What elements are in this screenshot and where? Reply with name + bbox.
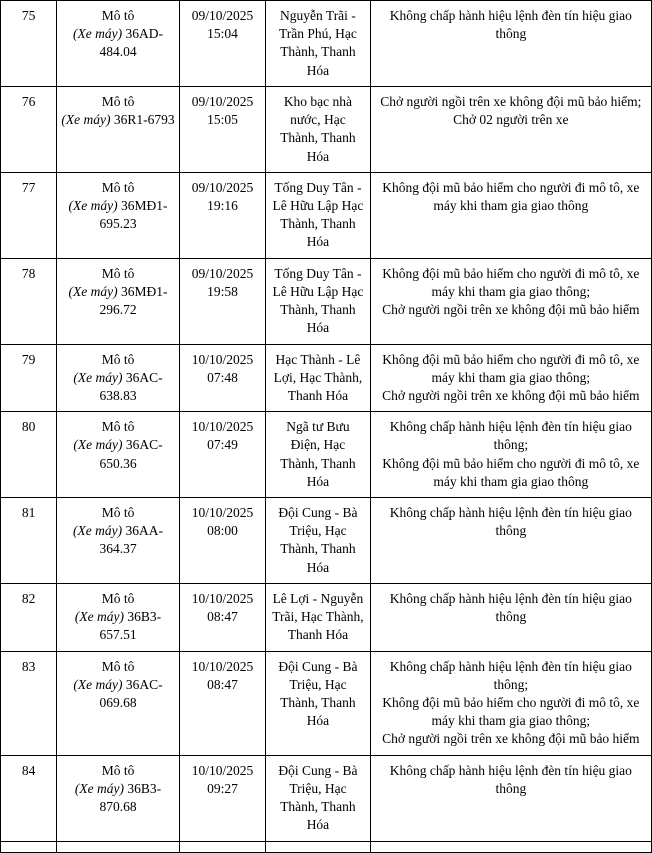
violation-clock: 09:27 [207, 780, 238, 796]
vehicle-type: Mô tô [101, 351, 135, 367]
behavior-line: Không chấp hành hiệu lệnh đèn tín hiệu giao thông; [389, 419, 632, 453]
plate-number: 36AD-484.04 [99, 26, 164, 60]
vehicle-type: Mô tô [101, 8, 135, 23]
cell-index: 79 [1, 344, 57, 412]
cell-vehicle [57, 755, 180, 841]
table-row [1, 258, 652, 344]
violation-clock: 08:00 [207, 523, 238, 539]
vehicle-plate [61, 676, 175, 712]
cell-place: Nguyễn Trãi - Trần Phú, Hạc Thành, Thanh Hóa [266, 1, 370, 87]
violation-date: 09/10/2025 [191, 93, 254, 109]
cell-partial [179, 841, 265, 852]
violation-clock: 07:48 [207, 369, 238, 385]
violation-date: 10/10/2025 [191, 351, 254, 367]
plate-number: 36MĐ1-695.23 [99, 197, 168, 232]
vehicle-plate [61, 369, 175, 405]
cell-time [179, 651, 265, 755]
table-row [1, 651, 652, 755]
cell-behavior [370, 651, 651, 755]
table-row-partial [1, 841, 652, 852]
cell-time [179, 412, 265, 498]
cell-place: Kho bạc nhà nước, Hạc Thành, Thanh Hóa [266, 86, 370, 172]
vehicle-note: (Xe máy) [73, 437, 123, 453]
behavior-line: Chở 02 người trên xe [453, 112, 569, 128]
table-row [1, 86, 652, 172]
cell-place: Ngã tư Bưu Điện, Hạc Thành, Thanh Hóa [266, 412, 370, 498]
behavior-line: Không đội mũ bảo hiểm cho người đi mô tô, xe máy khi tham gia giao thông [382, 455, 640, 489]
cell-time [179, 172, 265, 258]
cell-time [179, 344, 265, 412]
cell-time [179, 86, 265, 172]
table-row [1, 498, 652, 584]
vehicle-type: Mô tô [101, 93, 135, 109]
vehicle-type: Mô tô [101, 179, 135, 195]
behavior-line: Chở người ngồi trên xe không đội mũ bảo hiểm [382, 387, 640, 403]
vehicle-type: Mô tô [101, 590, 135, 606]
violation-clock: 08:47 [207, 676, 238, 692]
plate-number: 36AC-638.83 [99, 369, 163, 403]
vehicle-plate [61, 197, 175, 233]
table-row [1, 583, 652, 651]
violation-date: 09/10/2025 [191, 8, 254, 23]
behavior-line: Không đội mũ bảo hiểm cho người đi mô tô, xe máy khi tham gia giao thông; [382, 265, 640, 299]
vehicle-plate [61, 25, 175, 61]
behavior-line: Không chấp hành hiệu lệnh đèn tín hiệu giao thông; [389, 658, 632, 692]
vehicle-type: Mô tô [101, 505, 135, 521]
cell-partial [57, 841, 180, 852]
violation-date: 10/10/2025 [191, 505, 254, 521]
violation-date: 09/10/2025 [191, 265, 254, 281]
behavior-line: Chở người ngồi trên xe không đội mũ bảo hiểm [382, 731, 640, 747]
plate-number: 36MĐ1-296.72 [99, 283, 168, 318]
cell-vehicle [57, 498, 180, 584]
violation-date: 10/10/2025 [191, 658, 254, 674]
cell-behavior [370, 498, 651, 584]
vehicle-plate [61, 608, 175, 644]
table-row [1, 344, 652, 412]
plate-number: 36AA-364.37 [99, 523, 164, 557]
vehicle-type: Mô tô [101, 265, 135, 281]
vehicle-note: (Xe máy) [74, 780, 125, 796]
cell-time [179, 258, 265, 344]
behavior-line: Không chấp hành hiệu lệnh đèn tín hiệu giao thông [389, 762, 632, 796]
cell-place: Tống Duy Tân - Lê Hữu Lập Hạc Thành, Thanh Hóa [266, 258, 370, 344]
violation-date: 10/10/2025 [191, 419, 254, 435]
violation-clock: 07:49 [207, 437, 238, 453]
cell-behavior [370, 344, 651, 412]
behavior-line: Không chấp hành hiệu lệnh đèn tín hiệu giao thông [389, 8, 632, 42]
cell-index: 75 [1, 1, 57, 87]
cell-index: 80 [1, 412, 57, 498]
cell-place: Lê Lợi - Nguyễn Trãi, Hạc Thành, Thanh Hóa [266, 583, 370, 651]
cell-behavior [370, 1, 651, 87]
cell-index: 77 [1, 172, 57, 258]
behavior-line: Không chấp hành hiệu lệnh đèn tín hiệu giao thông [389, 505, 632, 539]
vehicle-note: (Xe máy) [73, 523, 123, 539]
cell-place: Đội Cung - Bà Triệu, Hạc Thành, Thanh Hóa [266, 498, 370, 584]
cell-index: 82 [1, 583, 57, 651]
plate-number: 36AC-069.68 [99, 676, 163, 710]
vehicle-note: (Xe máy) [73, 369, 123, 385]
violation-clock: 15:04 [207, 26, 238, 42]
cell-behavior [370, 755, 651, 841]
cell-vehicle [57, 1, 180, 87]
vehicle-plate [61, 522, 175, 558]
violation-table-body [1, 1, 652, 853]
vehicle-note: (Xe máy) [73, 676, 123, 692]
cell-place: Đội Cung - Bà Triệu, Hạc Thành, Thanh Hóa [266, 651, 370, 755]
behavior-line: Không đội mũ bảo hiểm cho người đi mô tô, xe máy khi tham gia giao thông; [382, 351, 640, 385]
cell-time [179, 498, 265, 584]
plate-number: 36B3-657.51 [99, 609, 162, 643]
cell-vehicle [57, 651, 180, 755]
cell-vehicle [57, 412, 180, 498]
cell-place: Hạc Thành - Lê Lợi, Hạc Thành, Thanh Hóa [266, 344, 370, 412]
table-row [1, 755, 652, 841]
behavior-line: Không đội mũ bảo hiểm cho người đi mô tô, xe máy khi tham gia giao thông [382, 179, 640, 213]
cell-index: 78 [1, 258, 57, 344]
vehicle-note: (Xe máy) [74, 609, 125, 625]
cell-vehicle [57, 172, 180, 258]
cell-index: 81 [1, 498, 57, 584]
cell-vehicle [57, 258, 180, 344]
cell-time [179, 1, 265, 87]
vehicle-note: (Xe máy) [68, 283, 118, 299]
behavior-line: Chở người ngồi trên xe không đội mũ bảo hiểm [382, 302, 640, 318]
cell-behavior [370, 172, 651, 258]
vehicle-plate [61, 780, 175, 816]
table-row [1, 172, 652, 258]
cell-vehicle [57, 86, 180, 172]
violation-clock: 19:58 [207, 283, 238, 299]
vehicle-plate [61, 283, 175, 319]
cell-behavior [370, 258, 651, 344]
cell-vehicle [57, 344, 180, 412]
cell-index: 76 [1, 86, 57, 172]
plate-number: 36R1-6793 [113, 112, 175, 128]
cell-partial [370, 841, 651, 852]
violation-date: 09/10/2025 [191, 179, 254, 195]
vehicle-note: (Xe máy) [68, 197, 118, 213]
violation-clock: 15:05 [207, 112, 238, 128]
cell-behavior [370, 583, 651, 651]
cell-place: Đội Cung - Bà Triệu, Hạc Thành, Thanh Hóa [266, 755, 370, 841]
vehicle-plate [61, 436, 175, 472]
violation-clock: 08:47 [207, 609, 238, 625]
behavior-line: Chở người ngồi trên xe không đội mũ bảo hiểm; [380, 93, 642, 109]
vehicle-type: Mô tô [101, 419, 135, 435]
cell-place: Tống Duy Tân - Lê Hữu Lập Hạc Thành, Thanh Hóa [266, 172, 370, 258]
plate-number: 36B3-870.68 [99, 780, 162, 815]
cell-behavior [370, 412, 651, 498]
table-row [1, 412, 652, 498]
violation-clock: 19:16 [207, 197, 238, 213]
cell-index: 83 [1, 651, 57, 755]
cell-partial [266, 841, 370, 852]
vehicle-type: Mô tô [101, 762, 135, 778]
violation-date: 10/10/2025 [191, 762, 254, 778]
cell-behavior [370, 86, 651, 172]
vehicle-type: Mô tô [101, 658, 135, 674]
cell-partial [1, 841, 57, 852]
cell-time [179, 755, 265, 841]
cell-vehicle [57, 583, 180, 651]
plate-number: 36AC-650.36 [99, 437, 163, 471]
behavior-line: Không chấp hành hiệu lệnh đèn tín hiệu giao thông [389, 590, 632, 625]
vehicle-plate [61, 111, 175, 129]
cell-index: 84 [1, 755, 57, 841]
table-row [1, 1, 652, 87]
behavior-line: Không đội mũ bảo hiểm cho người đi mô tô, xe máy khi tham gia giao thông; [382, 695, 640, 729]
vehicle-note: (Xe máy) [61, 112, 111, 128]
cell-time [179, 583, 265, 651]
violation-date: 10/10/2025 [191, 590, 254, 606]
vehicle-note: (Xe máy) [73, 26, 123, 42]
